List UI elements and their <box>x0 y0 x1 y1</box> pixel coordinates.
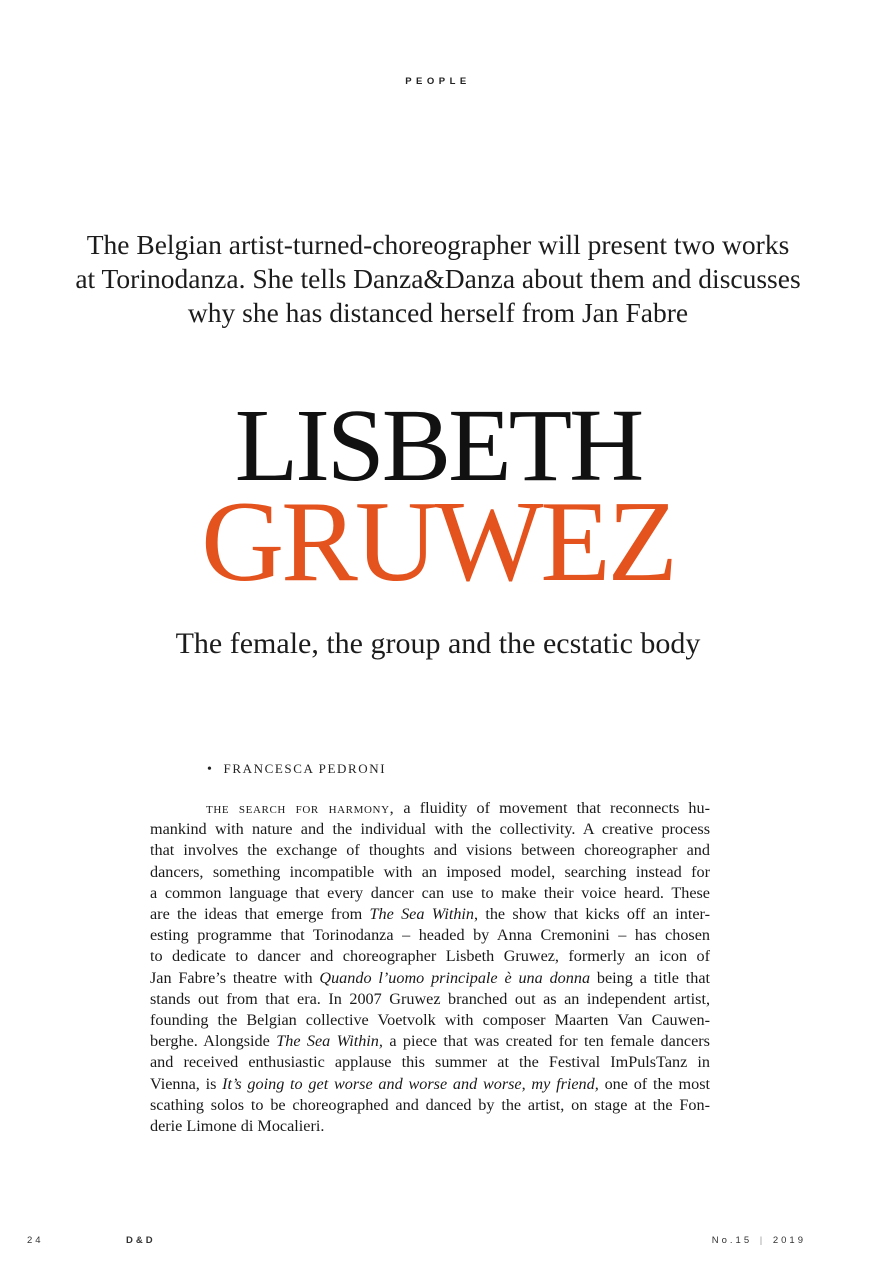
standfirst-line: The Belgian artist-turned-choreographer will present two works <box>86 229 790 260</box>
body-line <box>150 904 710 925</box>
issue-info <box>712 1235 806 1246</box>
body-text-run: one of the most <box>598 1074 710 1093</box>
body-line: derie Limone di Mocalieri. <box>150 1117 325 1136</box>
body-line: stands out from that era. In 2007 Gruwez branched out as an independent artist, <box>150 989 710 1008</box>
author-name: FRANCESCA PEDRONI <box>223 761 387 776</box>
standfirst <box>60 228 816 330</box>
standfirst-line: at Torinodanza. She tells Danza&Danza about them and discusses <box>75 263 801 294</box>
title-last-name: GRUWEZ <box>201 478 675 605</box>
lead-in: the search for harmony, <box>206 799 395 817</box>
work-title: The Sea Within, <box>276 1032 383 1051</box>
body-text-run: a piece that was created for ten female dancers <box>382 1032 710 1051</box>
magazine-logo: D&D <box>126 1235 156 1246</box>
work-title: It’s going to get worse and worse and worse, my friend, <box>222 1074 599 1093</box>
body-text-run: a fluidity of movement that reconnects hu- <box>394 799 710 817</box>
issue-year: 2019 <box>772 1235 806 1246</box>
body-text-run: are the ideas that emerge from <box>150 905 370 924</box>
article-body <box>150 798 710 1137</box>
body-line: esting programme that Torinodanza – headed by Anna Cremonini – has chosen <box>150 926 710 945</box>
body-line: a common language that every dancer can use to make their voice heard. These <box>150 883 710 902</box>
body-line: mankind with nature and the individual with the collectivity. A creative process <box>150 820 710 839</box>
footer-separator: | <box>759 1235 766 1246</box>
body-text-run: being a title that <box>590 968 710 987</box>
work-title: Quando l’uomo principale è una donna <box>319 968 591 987</box>
byline <box>207 761 386 778</box>
body-line: that involves the exchange of thoughts and visions between choreographer and <box>150 841 710 860</box>
body-text-run: , the show that kicks off an inter- <box>474 905 710 924</box>
body-text-run: Vienna, is <box>150 1074 223 1093</box>
body-line: to dedicate to dancer and choreographer Lisbeth Gruwez, formerly an icon of <box>150 947 710 966</box>
body-line <box>150 798 710 819</box>
article-subtitle: The female, the group and the ecstatic body <box>175 627 701 660</box>
body-line: scathing solos to be choreographed and danced by the artist, on stage at the Fon- <box>150 1095 710 1114</box>
section-label: PEOPLE <box>405 76 471 87</box>
body-text-run: Jan Fabre’s theatre with <box>150 968 320 987</box>
body-line: dancers, something incompatible with an imposed model, searching instead for <box>150 862 710 881</box>
body-line <box>150 1074 710 1095</box>
standfirst-line: why she has distanced herself from Jan Fabre <box>187 297 689 328</box>
issue-number: No.15 <box>711 1235 753 1246</box>
body-text-run: berghe. Alongside <box>150 1032 277 1051</box>
body-line: and received enthusiastic applause this summer at the Festival ImPulsTanz in <box>150 1053 710 1072</box>
bullet-icon: • <box>207 762 214 777</box>
work-title: The Sea Within <box>369 905 475 924</box>
body-line <box>150 968 710 989</box>
page-number: 24 <box>27 1235 44 1246</box>
title-first-name: LISBETH <box>234 388 642 503</box>
body-line: founding the Belgian collective Voetvolk with composer Maarten Van Cauwen- <box>150 1011 710 1030</box>
body-line <box>150 1031 710 1052</box>
